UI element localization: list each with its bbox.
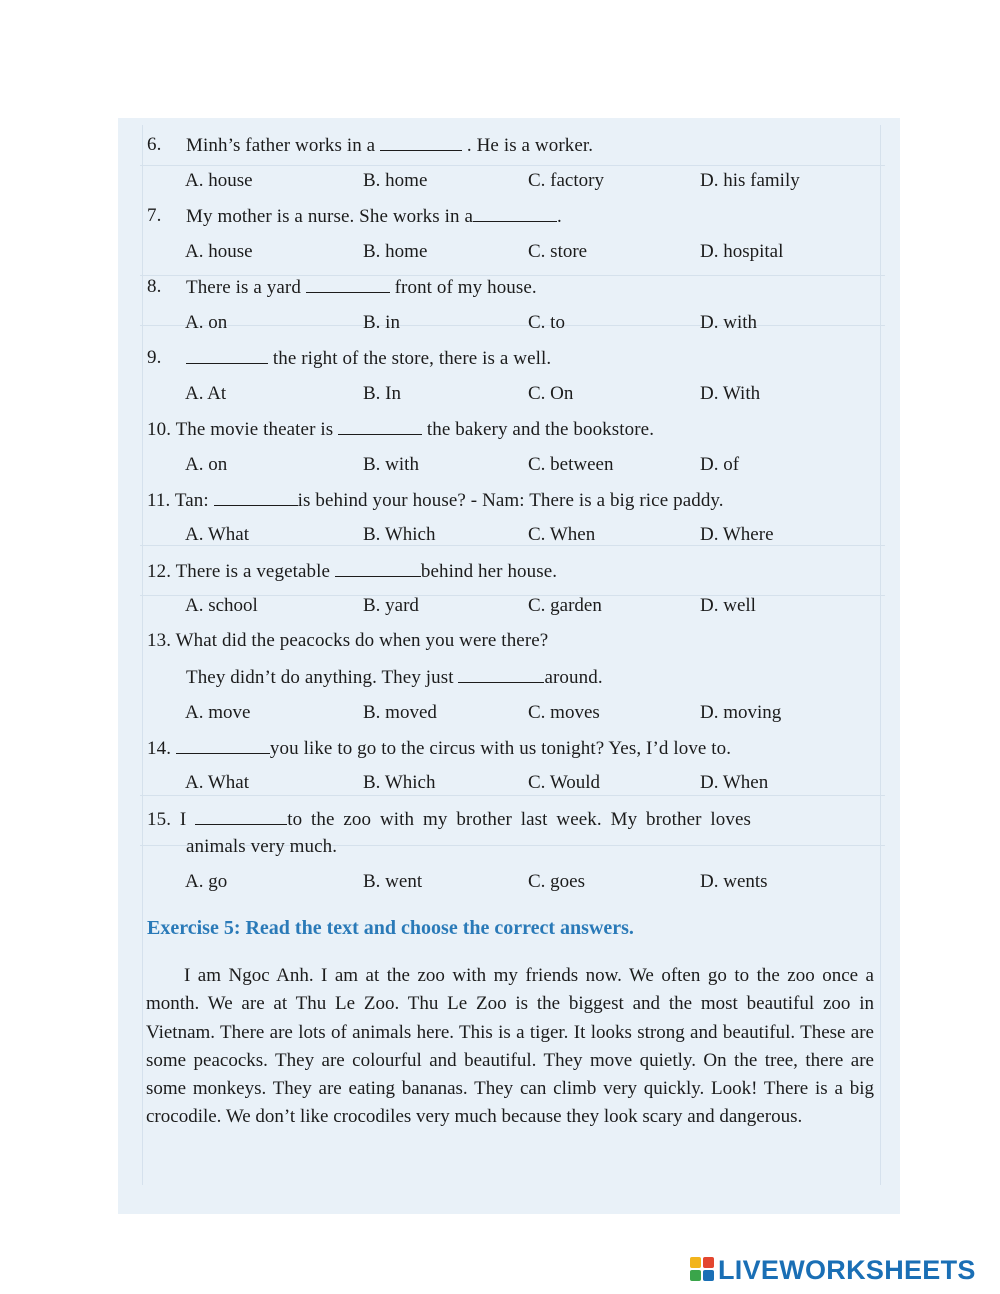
answer-blank[interactable] bbox=[195, 808, 287, 825]
option-b[interactable]: B. moved bbox=[363, 702, 437, 723]
option-d[interactable]: D. wents bbox=[700, 871, 768, 892]
option-d[interactable]: D. moving bbox=[700, 702, 782, 723]
option-d[interactable]: D. When bbox=[700, 772, 769, 793]
option-d[interactable]: D. hospital bbox=[700, 241, 784, 262]
option-b[interactable]: B. yard bbox=[363, 595, 419, 616]
liveworksheets-logo bbox=[690, 1254, 976, 1286]
option-c[interactable]: C. When bbox=[528, 524, 596, 545]
answer-blank[interactable] bbox=[186, 347, 268, 364]
option-a[interactable]: A. What bbox=[185, 524, 250, 545]
option-d[interactable]: D. with bbox=[700, 312, 757, 333]
question-9-text: the right of the store, there is a well. bbox=[186, 347, 551, 370]
question-14-text: 14. you like to go to the circus with us tonight? Yes, I’d love to. bbox=[147, 738, 732, 759]
option-d[interactable]: D. With bbox=[700, 383, 761, 404]
question-8-text: There is a yard front of my house. bbox=[186, 277, 537, 298]
answer-blank[interactable] bbox=[176, 737, 270, 754]
option-b[interactable]: B. In bbox=[363, 383, 401, 404]
question-number: 8. bbox=[147, 276, 162, 297]
option-d[interactable]: D. his family bbox=[700, 170, 800, 191]
option-d[interactable]: D. of bbox=[700, 454, 740, 475]
question-number: 6. bbox=[147, 134, 162, 155]
option-c[interactable]: C. to bbox=[528, 312, 565, 333]
answer-blank[interactable] bbox=[306, 276, 390, 293]
question-15-text: 15. I to the zoo with my brother last week. My brother loves bbox=[147, 809, 752, 830]
option-c[interactable]: C. store bbox=[528, 241, 588, 262]
option-a[interactable]: A. go bbox=[185, 871, 228, 892]
option-c[interactable]: C. factory bbox=[528, 170, 604, 191]
option-a[interactable]: A. What bbox=[185, 772, 250, 793]
option-a[interactable]: A. house bbox=[185, 170, 253, 191]
question-13-line2: They didn’t do anything. They just around. bbox=[186, 667, 603, 688]
option-b[interactable]: B. home bbox=[363, 241, 428, 262]
question-12-text: 12. There is a vegetable behind her house. bbox=[147, 561, 558, 582]
option-a[interactable]: A. on bbox=[185, 454, 228, 475]
option-c[interactable]: C. moves bbox=[528, 702, 600, 723]
reading-passage: I am Ngoc Anh. I am at the zoo with my friends now. We often go to the zoo once a month. We are at Thu Le Zoo. Thu Le Zoo is the biggest and the most beautiful zoo in Vietnam. There are lots of animals here. This is a tiger. It looks strong and beautiful. These are some peacocks. They are colourful and beautiful. They move quietly. On the tree, there are some monkeys. They are eating bananas. They can climb very quickly. Look! There is a big crocodile. We don’t like crocodiles very much because they look scary and dangerous. bbox=[146, 965, 874, 1128]
answer-blank[interactable] bbox=[335, 560, 421, 577]
question-13-text: 13. What did the peacocks do when you were there? bbox=[147, 630, 549, 651]
logo-icon bbox=[690, 1257, 716, 1283]
exercise-5-title: Exercise 5: Read the text and choose the correct answers. bbox=[147, 917, 634, 939]
question-10-text: 10. The movie theater is the bakery and the bookstore. bbox=[147, 419, 655, 440]
option-b[interactable]: B. Which bbox=[363, 524, 436, 545]
option-a[interactable]: A. on bbox=[185, 312, 228, 333]
option-b[interactable]: B. Which bbox=[363, 772, 436, 793]
question-number: 7. bbox=[147, 205, 162, 226]
option-a[interactable]: A. school bbox=[185, 595, 258, 616]
question-6-text: Minh’s father works in a . He is a worker. bbox=[186, 135, 594, 156]
option-d[interactable]: D. well bbox=[700, 595, 756, 616]
option-b[interactable]: B. in bbox=[363, 312, 400, 333]
answer-blank[interactable] bbox=[473, 205, 557, 222]
answer-blank[interactable] bbox=[338, 418, 422, 435]
answer-blank[interactable] bbox=[458, 666, 544, 683]
option-a[interactable]: A. At bbox=[185, 383, 227, 404]
option-b[interactable]: B. home bbox=[363, 170, 428, 191]
question-7-text: My mother is a nurse. She works in a . bbox=[186, 206, 562, 227]
option-c[interactable]: C. goes bbox=[528, 871, 585, 892]
option-c[interactable]: C. garden bbox=[528, 595, 602, 616]
option-c[interactable]: C. Would bbox=[528, 772, 601, 793]
option-c[interactable]: C. between bbox=[528, 454, 614, 475]
option-a[interactable]: A. house bbox=[185, 241, 253, 262]
option-d[interactable]: D. Where bbox=[700, 524, 774, 545]
answer-blank[interactable] bbox=[214, 489, 298, 506]
option-b[interactable]: B. with bbox=[363, 454, 419, 475]
answer-blank[interactable] bbox=[380, 134, 462, 151]
question-15-line2: animals very much. bbox=[186, 836, 338, 857]
option-c[interactable]: C. On bbox=[528, 383, 574, 404]
question-number: 9. bbox=[147, 347, 162, 368]
question-11-text: 11. Tan: is behind your house? - Nam: There is a big rice paddy. bbox=[147, 490, 724, 511]
option-a[interactable]: A. move bbox=[185, 702, 251, 723]
logo-text: LIVEWORKSHEETS bbox=[718, 1254, 976, 1285]
option-b[interactable]: B. went bbox=[363, 871, 423, 892]
